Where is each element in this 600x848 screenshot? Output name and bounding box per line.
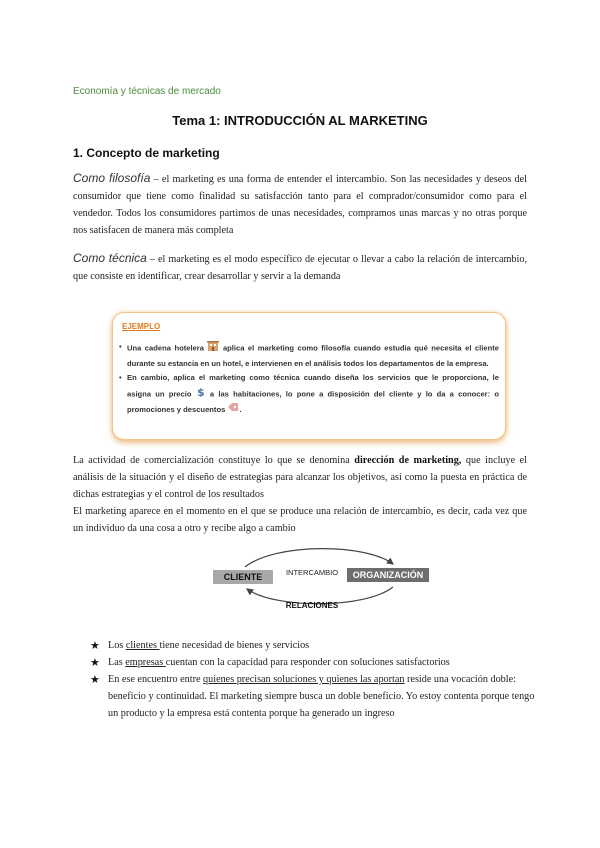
discount-tag-icon [227, 402, 242, 418]
actividad-text: que incluye el análisis de la situación y el diseño de estrategias para alcanzar los objetivos, así como la puesta en práctica de dichas estrategias y el control de los resultados [73, 455, 528, 500]
list-item-text: cuentan con la capacidad para responder con soluciones satisfactorios [165, 657, 450, 668]
underlined-term: quienes precisan soluciones y quienes las aportan [203, 674, 405, 685]
list-item [90, 671, 540, 722]
example-item-text: Una cadena hotelera [127, 343, 204, 353]
star-icon: ★ [90, 673, 100, 686]
text-tecnica: – el marketing es el modo específico de ejecutar o llevar a cabo la relación de intercambio, que consiste en identificar, crear desarrollar y servir a la demanda [73, 254, 527, 282]
section-heading: 1. Concepto de marketing [73, 146, 220, 160]
star-icon: ★ [90, 639, 100, 652]
lead-filosofia: Como filosofía [73, 171, 151, 185]
list-item-text: reside una vocación doble: beneficio y continuidad. El marketing siempre busca un doble beneficio. Yo estoy contenta porque tengo un producto y la empresa está contenta porque ha generado un ingreso [108, 674, 535, 719]
example-item [119, 340, 499, 371]
example-item-text: . [239, 404, 242, 414]
paragraph-aparece: El marketing aparece en el momento en el que se produce una relación de intercambio, es decir, cada vez que un individuo da una cosa a otro y recibe algo a cambio [73, 506, 527, 534]
example-list [119, 340, 499, 418]
list-item-text: tiene necesidad de bienes y servicios [159, 640, 310, 651]
list-item-text: En ese encuentro entre [108, 674, 204, 685]
relaciones-label: RELACIONES [285, 601, 339, 610]
paragraph-actividad [73, 452, 527, 503]
example-item-text: a las habitaciones, lo pone a disposición del cliente y lo da a conocer: o promociones y descuentos [127, 388, 499, 414]
direccion-marketing-term: dirección de marketing, [354, 455, 462, 466]
cliente-label: CLIENTE [213, 570, 273, 584]
lead-tecnica: Como técnica [73, 251, 147, 265]
example-item [119, 371, 499, 418]
list-item [90, 637, 540, 654]
list-item-text: Las [108, 657, 126, 668]
actividad-text: La actividad de comercialización constituye lo que se denomina [73, 455, 355, 466]
star-icon: ★ [90, 656, 100, 669]
dollar-icon [196, 386, 206, 403]
top-arrow [245, 549, 393, 567]
list-item-text: Los [108, 640, 126, 651]
underlined-term: empresas [125, 657, 166, 668]
svg-text:$: $ [196, 385, 205, 397]
paragraph-tecnica [73, 250, 527, 285]
example-item-text: En cambio, aplica el marketing como técnica cuando diseña los servicios que le proporciona, le asigna un precio [127, 373, 499, 398]
example-title: EJEMPLO [122, 322, 161, 331]
hotel-icon [207, 340, 219, 357]
paragraph-filosofia [73, 170, 527, 239]
list-item [90, 654, 540, 671]
intercambio-label: INTERCAMBIO [285, 568, 339, 577]
page-title: Tema 1: INTRODUCCIÓN AL MARKETING [172, 113, 428, 128]
bullet-list [90, 637, 540, 722]
text-filosofia: – el marketing es una forma de entender el intercambio. Son las necesidades y deseos del consumidor que tiene como finalidad su satisfacción tanto para el comprador/consumidor como para el vendedor. Todos los consumidores partimos de unas necesidades, compramos unas marcas y no otras porque nos satisfacen de manera más completa [73, 174, 528, 236]
document-header: Economía y técnicas de mercado [73, 86, 221, 97]
example-box [112, 312, 506, 440]
example-item-text: aplica el marketing como filosofía cuando estudia qué necesita el cliente durante su estancia en un hotel, e intervienen en el análisis todos los departamentos de la empresa. [127, 343, 499, 368]
exchange-diagram [205, 545, 435, 620]
underlined-term: clientes [125, 640, 160, 651]
organizacion-label: ORGANIZACIÓN [347, 568, 429, 582]
